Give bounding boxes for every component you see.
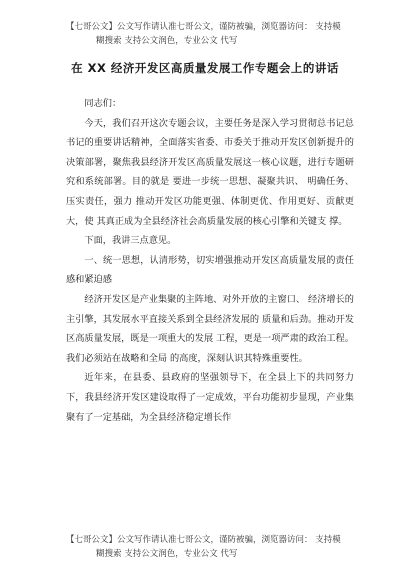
paragraph-1: 今天，我们召开这次专题会议，主要任务是深入学习贯彻总书记总书记的重要讲话精神，全面落实省委、市委关于推动开发区创新提升的决策部署，聚焦我县经济开发区高质量发展这一核心议题，进行专题研究和系统部署。目的就是 要进一步统一思想、凝聚共识、 明确任务、压实责任，强力 推动开发区功能更强、体制更优、作用更好、贡献更大，使 其真正成为全县经济社会高质量发展的核心引擎和关键支 撑。 [66,117,354,227]
paragraph-4: 近年来，在县委、县政府的坚强领导下，在全县上下的共同努力下，我县经济开发区建设取得了一定成效，平台功能初步显现，产业集聚有了一定基础，为全县经济稳定增长作 [66,372,354,423]
paragraph-3: 经济开发区是产业集聚的主阵地、对外开放的主窗口、 经济增长的主引擎，其发展水平直接关系到全县经济发展的 质量和后劲。推动开发区高质量发展，既是一项重大的发展 工程，更是一项严肃的政治工程。 我们必须站在战略和全局 的高度，深刻认识其特殊重要性。 [66,293,354,364]
page-footer [66,533,356,561]
header-line-2: 糊搜索 支持公文润色，专业公文 代写 [96,36,238,46]
paragraph-2: 下面，我讲三点意见。 [84,235,177,247]
greeting: 同志们： [84,98,122,109]
document-title: 在 XX 经济开发区高质量发展工作专题会上的讲话 [71,61,339,75]
header-line-1: 【七哥公文】公文写作请认准七哥公文，谨防被骗，浏览器访问： 支持模 [66,22,341,32]
section-heading-1: 一、统一思想，认清形势，切实增强推动开发区高质量发展的责任感和紧迫感 [66,254,354,286]
page-header [66,20,356,48]
document-body [66,94,354,427]
footer-line-2: 糊搜索 支持公文润色，专业公文 代写 [96,549,238,559]
footer-line-1: 【七哥公文】公文写作请认准七哥公文，谨防被骗，浏览器访问： 支持模 [66,535,341,545]
